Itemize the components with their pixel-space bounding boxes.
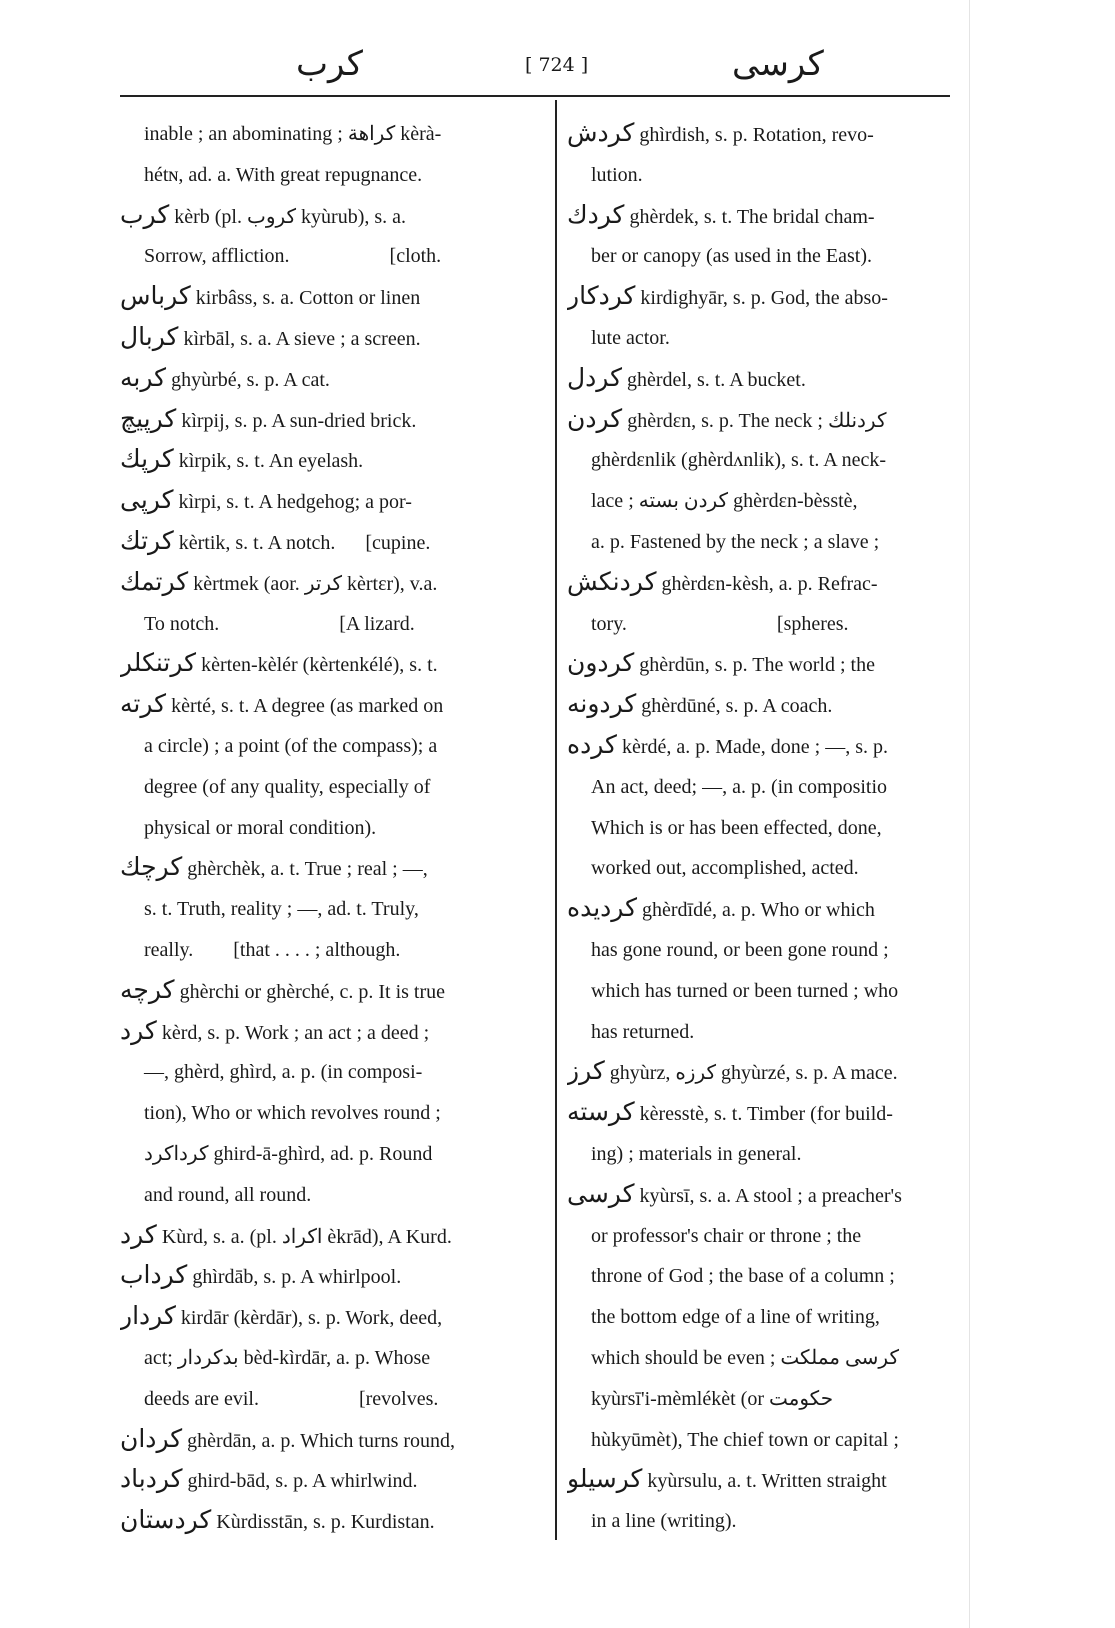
entry-text: s. t. Truth, reality ; —, ad. t. Truly, [144, 898, 419, 921]
dictionary-entry [567, 1052, 957, 1093]
header-catchword-left: کرب [296, 44, 363, 84]
entry-continuation [567, 155, 957, 196]
entry-continuation [567, 1338, 957, 1379]
entry-continuation [567, 1012, 957, 1053]
arabic-headword: کردل [567, 364, 622, 392]
entry-text: ghèrchi or ghèrché, c. p. It is true [179, 980, 446, 1003]
arabic-headword: کردن [567, 405, 623, 433]
entry-text: in a line (writing). [591, 1510, 737, 1533]
arabic-headword: کردنکش [567, 568, 657, 596]
entry-continuation [120, 1052, 545, 1093]
arabic-headword: کردك [567, 201, 625, 229]
entry-text: kèrten-kèlér (kèrtenkélé), s. t. [201, 654, 438, 677]
entry-text: kyùrsulu, a. t. Written straight [647, 1470, 887, 1493]
entry-text: ghèrdek, s. t. The bridal cham- [629, 205, 875, 228]
entry-text: ing) ; materials in general. [591, 1142, 802, 1165]
dictionary-entry [567, 685, 957, 726]
entry-continuation [567, 1501, 957, 1542]
entry-text: kyùrsī'i-mèmlékèt (or حکومت [591, 1387, 834, 1410]
arabic-headword: کردباد [120, 1466, 183, 1494]
entry-continuation [567, 971, 957, 1012]
entry-continuation [567, 318, 957, 359]
dictionary-entry [120, 359, 545, 400]
dictionary-entry [567, 726, 957, 767]
dictionary-entry [120, 685, 545, 726]
header-rule [120, 95, 950, 97]
dictionary-entry [120, 563, 545, 604]
entry-text: ghèrdɛnlik (ghèrdʌnlik), s. t. A neck- [591, 449, 887, 472]
entry-text: a circle) ; a point (of the compass); a [144, 734, 438, 757]
entry-text: act; بدکردار bèd-kìrdār, a. p. Whose [144, 1346, 431, 1369]
entry-text: kìrbāl, s. a. A sieve ; a screen. [183, 327, 421, 350]
entry-continuation [120, 767, 545, 808]
arabic-headword: کردش [567, 120, 635, 147]
entry-text: physical or moral condition). [144, 816, 377, 839]
arabic-headword: کرد [120, 1221, 157, 1249]
entry-continuation [567, 1256, 957, 1297]
entry-text: the bottom edge of a line of writing, [591, 1306, 880, 1329]
dictionary-entry [120, 1460, 545, 1501]
arabic-headword: کرتك [120, 527, 174, 555]
entry-text: To notch. [A lizard. [144, 612, 415, 635]
entry-text: An act, deed; —, a. p. (in compositio [591, 775, 888, 798]
entry-continuation [120, 1134, 545, 1175]
entry-text: ghèrdūné, s. p. A coach. [641, 695, 833, 718]
dictionary-entry [120, 522, 545, 563]
entry-text: ghèrdɛn, s. p. The neck ; کردنلك [627, 409, 887, 432]
entry-continuation [120, 889, 545, 930]
entry-continuation [120, 726, 545, 767]
page-edge [969, 0, 970, 1628]
entry-continuation [120, 1093, 545, 1134]
entry-continuation [567, 1420, 957, 1461]
entry-text: kèrtik, s. t. A notch. [cupine. [178, 531, 431, 554]
entry-text: kirdār (kèrdār), s. p. Work, deed, [180, 1307, 443, 1330]
page-number: [ 724 ] [525, 54, 589, 76]
entry-continuation [567, 1134, 957, 1175]
entry-text: kìrpij, s. p. A sun-dried brick. [181, 409, 417, 432]
dictionary-entry [120, 1012, 545, 1053]
arabic-headword: کرز [567, 1058, 605, 1086]
arabic-headword: کرباس [120, 283, 191, 311]
dictionary-entry [567, 1093, 957, 1134]
dictionary-entry [120, 400, 545, 441]
entry-text: ghìrdāb, s. p. A whirlpool. [192, 1266, 402, 1289]
dictionary-entry [120, 481, 545, 522]
arabic-headword: کربه [120, 364, 167, 392]
arabic-headword: کردار [120, 1303, 176, 1331]
entry-text: —, ghèrd, ghìrd, a. p. (in composi- [144, 1061, 423, 1084]
entry-continuation [567, 604, 957, 645]
dictionary-entry [567, 644, 957, 685]
entry-continuation [567, 808, 957, 849]
entry-text: kìrpik, s. t. An eyelash. [178, 450, 364, 473]
entry-continuation [567, 767, 957, 808]
arabic-headword: کردون [567, 650, 635, 678]
entry-text: deeds are evil. [revolves. [144, 1387, 439, 1410]
arabic-headword: کرسته [567, 1099, 635, 1127]
entry-text: Kùrdisstān, s. p. Kurdistan. [216, 1511, 435, 1534]
entry-text: kirdighyār, s. p. God, the abso- [640, 287, 888, 310]
header-catchword-right: کرسی [732, 44, 824, 84]
dictionary-entry [567, 1460, 957, 1501]
entry-text: ghèrdān, a. p. Which turns round, [187, 1429, 456, 1452]
dictionary-entry [120, 318, 545, 359]
dictionary-entry [120, 644, 545, 685]
entry-text: Which is or has been effected, done, [591, 816, 882, 839]
entry-continuation [567, 440, 957, 481]
dictionary-entry [567, 114, 957, 155]
entry-text: kèrté, s. t. A degree (as marked on [171, 695, 444, 718]
entry-continuation [120, 604, 545, 645]
dictionary-entry [567, 563, 957, 604]
arabic-headword: کرسی [567, 1180, 635, 1208]
entry-text: Sorrow, affliction. [cloth. [144, 245, 442, 268]
entry-text: kèresstè, s. t. Timber (for build- [639, 1103, 893, 1126]
entry-continuation [120, 808, 545, 849]
arabic-headword: کرد [120, 1017, 157, 1045]
dictionary-entry [567, 359, 957, 400]
entry-continuation [567, 1216, 957, 1257]
entry-text: kyùrsī, s. a. A stool ; a preacher's [639, 1184, 902, 1207]
entry-continuation [567, 522, 957, 563]
entry-continuation [567, 1379, 957, 1420]
dictionary-entry [120, 1501, 545, 1542]
entry-text: kìrpi, s. t. A hedgehog; a por- [178, 491, 412, 514]
entry-text: ghyùrbé, s. p. A cat. [171, 368, 330, 391]
entry-text: lace ; کردن بسته ghèrdɛn-bèsstè, [591, 490, 858, 513]
entry-text: hétɴ, ad. a. With great repugnance. [144, 163, 423, 186]
entry-continuation [120, 930, 545, 971]
arabic-headword: کرپی [120, 487, 174, 515]
entry-text: tory. [spheres. [591, 612, 849, 635]
dictionary-entry [120, 1420, 545, 1461]
dictionary-entry [120, 277, 545, 318]
dictionary-entry [120, 440, 545, 481]
dictionary-entry [567, 889, 957, 930]
arabic-headword: کردستان [120, 1507, 212, 1535]
entry-text: which should be even ; کرسی مملکت [591, 1346, 899, 1369]
dictionary-entry [567, 400, 957, 441]
entry-text: kèrdé, a. p. Made, done ; —, s. p. [621, 735, 888, 758]
arabic-headword: کربال [120, 323, 179, 351]
arabic-headword: کردان [120, 1425, 183, 1453]
entry-text: kirbâss, s. a. Cotton or linen [195, 287, 421, 310]
page-header [120, 44, 970, 88]
entry-text: kèrb (pl. کروب kyùrub), s. a. [174, 205, 407, 228]
dictionary-entry [120, 1256, 545, 1297]
arabic-headword: کردونه [567, 691, 637, 719]
entry-text: throne of God ; the base of a column ; [591, 1265, 895, 1288]
dictionary-entry [120, 971, 545, 1012]
entry-text: degree (of any quality, especially of [144, 775, 431, 798]
entry-text: ghèrdel, s. t. A bucket. [627, 368, 806, 391]
entry-continuation [567, 848, 957, 889]
entry-continuation [567, 236, 957, 277]
entry-text: ghèrdīdé, a. p. Who or which [642, 899, 875, 922]
arabic-headword: کرب [120, 201, 170, 229]
entry-continuation [120, 1379, 545, 1420]
entry-text: hùkyūmèt), The chief town or capital ; [591, 1428, 899, 1451]
entry-text: ghìrdish, s. p. Rotation, revo- [639, 124, 874, 146]
arabic-headword: کرته [120, 691, 167, 719]
entry-text: Kùrd, s. a. (pl. اکراد èkrād), A Kurd. [161, 1225, 452, 1248]
entry-text: has returned. [591, 1020, 695, 1043]
entry-text: ber or canopy (as used in the East). [591, 245, 873, 268]
entry-text: kèrd, s. p. Work ; an act ; a deed ; [161, 1021, 430, 1044]
dictionary-entry [567, 277, 957, 318]
right-column [567, 114, 957, 1542]
entry-text: lute actor. [591, 326, 670, 349]
entry-text: a. p. Fastened by the neck ; a slave ; [591, 530, 880, 553]
entry-text: tion), Who or which revolves round ; [144, 1102, 441, 1125]
entry-text: inable ; an abominating ; کراهة kèrà- [144, 123, 442, 145]
entry-continuation [567, 481, 957, 522]
entry-text: lution. [591, 163, 643, 186]
entry-text: worked out, accomplished, acted. [591, 857, 859, 880]
arabic-headword: کرسیلو [567, 1466, 643, 1494]
arabic-headword: کردکار [567, 283, 636, 311]
dictionary-entry [120, 848, 545, 889]
arabic-headword: کرده [567, 731, 617, 759]
column-divider [555, 100, 557, 1540]
entry-continuation [120, 236, 545, 277]
entry-text: really. [that . . . . ; although. [144, 938, 401, 961]
dictionary-entry [120, 1216, 545, 1257]
entry-continuation [120, 1175, 545, 1216]
dictionary-entry [567, 196, 957, 237]
arabic-headword: کرچك [120, 854, 183, 882]
entry-text: ghèrchèk, a. t. True ; real ; —, [187, 858, 428, 881]
entry-continuation [120, 114, 545, 155]
entry-text: kèrtmek (aor. کرتر kèrtɛr), v.a. [193, 572, 438, 595]
arabic-headword: کرتنکلر [120, 650, 197, 678]
entry-text: has gone round, or been gone round ; [591, 938, 889, 961]
entry-text: which has turned or been turned ; who [591, 979, 899, 1002]
entry-continuation [567, 930, 957, 971]
entry-continuation [120, 1338, 545, 1379]
entry-continuation [120, 155, 545, 196]
dictionary-entry [567, 1175, 957, 1216]
arabic-headword: کردیده [567, 895, 638, 923]
left-column [120, 114, 545, 1542]
entry-text: ghird-bād, s. p. A whirlwind. [187, 1470, 418, 1493]
entry-text: ghèrdɛn-kèsh, a. p. Refrac- [661, 572, 878, 595]
dictionary-entry [120, 196, 545, 237]
entry-text: ghyùrz, کرزه ghyùrzé, s. p. A mace. [609, 1062, 898, 1085]
arabic-headword: کرتمك [120, 568, 189, 596]
arabic-headword: کرپك [120, 446, 174, 474]
arabic-headword: کرداب [120, 1262, 188, 1290]
arabic-headword: کرپیچ [120, 405, 177, 433]
entry-text: کرداکرد ghird-ā-ghìrd, ad. p. Round [144, 1142, 433, 1165]
dictionary-entry [120, 1297, 545, 1338]
entry-text: or professor's chair or throne ; the [591, 1224, 862, 1247]
entry-continuation [567, 1297, 957, 1338]
entry-text: and round, all round. [144, 1183, 312, 1206]
entry-text: ghèrdūn, s. p. The world ; the [639, 654, 875, 677]
arabic-headword: کرچه [120, 976, 175, 1004]
